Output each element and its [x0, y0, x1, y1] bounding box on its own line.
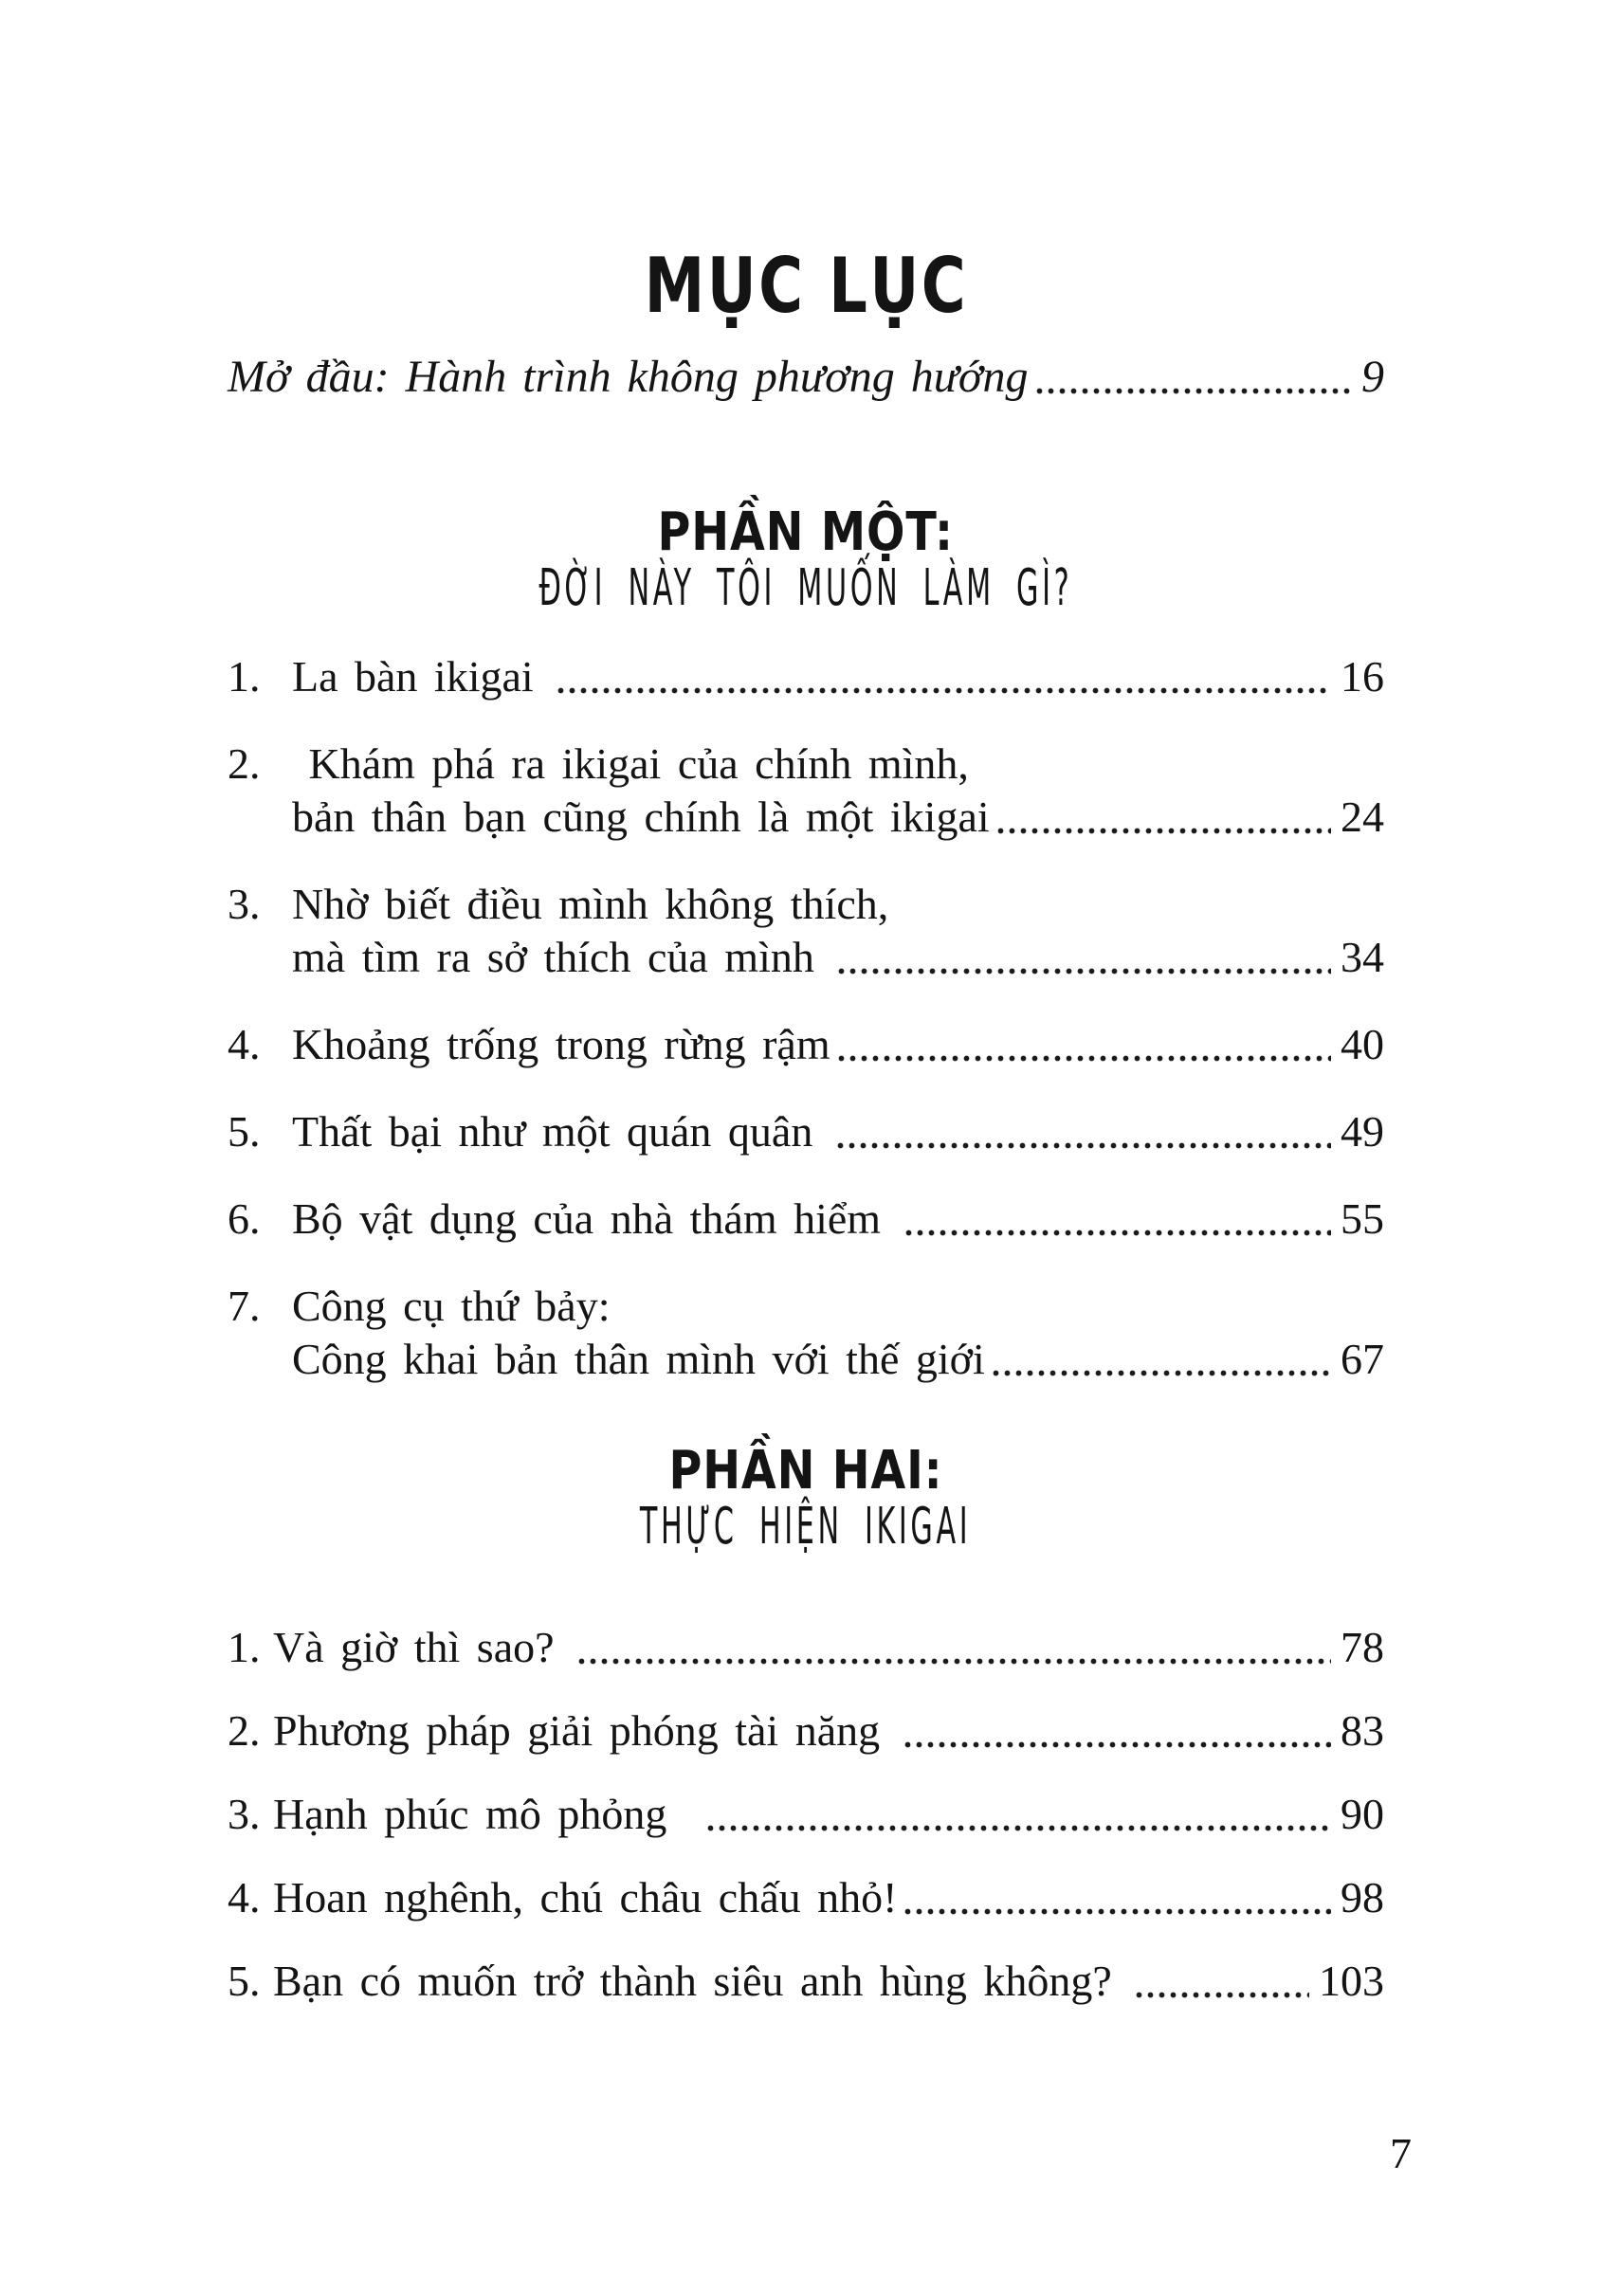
entry-number: 5. [228, 1957, 261, 2005]
entry-number: 7. [228, 1282, 261, 1330]
dot-leader [997, 828, 1331, 834]
toc-entry-line [228, 1280, 1384, 1333]
toc-entry [228, 1871, 1384, 1924]
dot-leader [707, 1825, 1331, 1831]
section-subheading [228, 1496, 1384, 1556]
dot-leader [904, 1908, 1331, 1915]
page-title [228, 242, 1384, 330]
intro-page-number: 9 [1361, 352, 1384, 402]
dot-leader [904, 1741, 1331, 1748]
dot-leader [905, 1229, 1331, 1236]
section-subheading-text: THỰC HIỆN IKIGAI [640, 1496, 972, 1556]
toc-entry-line [228, 1704, 1384, 1758]
toc-entry [228, 1704, 1384, 1758]
toc-entry [228, 1788, 1384, 1841]
entry-number: 4. [228, 1020, 261, 1068]
dot-leader [837, 1142, 1331, 1149]
entry-page-number: 90 [1341, 1790, 1384, 1838]
toc-entry [228, 878, 1384, 984]
entry-title: La bàn ikigai [292, 652, 551, 701]
section-heading-text: PHẦN MỘT: [657, 501, 955, 563]
entry-number: 3. [228, 1790, 261, 1838]
entry-page-number: 40 [1341, 1020, 1384, 1068]
toc-entry-line [228, 878, 1384, 931]
toc-entry-line [228, 1871, 1384, 1924]
entry-page-number: 78 [1341, 1623, 1384, 1671]
entry-number: 6. [228, 1194, 261, 1243]
toc-entry-line [228, 1333, 1384, 1386]
entry-page-number: 34 [1341, 933, 1384, 981]
dot-leader [557, 687, 1331, 694]
toc-entry [228, 1955, 1384, 2008]
toc-section [228, 501, 1384, 1386]
toc-entry-line [228, 1193, 1384, 1246]
entry-title: Hạnh phúc mô phỏng [273, 1790, 701, 1838]
entry-page-number: 67 [1341, 1335, 1384, 1383]
entry-title: bản thân bạn cũng chính là một ikigai [292, 792, 990, 841]
toc-section [228, 1440, 1384, 2008]
toc-entry [228, 1621, 1384, 1674]
toc-entry-line [228, 1955, 1384, 2008]
entry-title: Công cụ thứ bảy: [292, 1282, 611, 1330]
section-entries [228, 1621, 1384, 2008]
dot-leader [578, 1658, 1331, 1665]
toc-entry [228, 1193, 1384, 1246]
toc-entry-line [228, 1105, 1384, 1158]
entry-title: Công khai bản thân mình với thế giới [292, 1335, 985, 1383]
toc-entry-line [228, 1621, 1384, 1674]
entry-page-number: 83 [1341, 1706, 1384, 1755]
dot-leader [1136, 1992, 1309, 1998]
toc-entry-line [228, 931, 1384, 984]
section-heading [228, 1440, 1384, 1502]
entry-number: 2. [228, 739, 261, 788]
dot-leader [993, 1370, 1331, 1376]
entry-page-number: 16 [1341, 652, 1384, 701]
toc-entry-line [228, 791, 1384, 844]
toc-entry-line [228, 1788, 1384, 1841]
page-folio: 7 [1390, 2129, 1412, 2177]
toc-entry [228, 738, 1384, 844]
toc-entry-line [228, 650, 1384, 703]
toc-entry [228, 650, 1384, 703]
entry-title: Hoan nghênh, chú châu chấu nhỏ! [273, 1873, 898, 1922]
entry-page-number: 49 [1341, 1107, 1384, 1156]
section-heading [228, 501, 1384, 563]
section-entries [228, 650, 1384, 1386]
entry-title: Khoảng trống trong rừng rậm [292, 1020, 830, 1068]
toc-entry [228, 1105, 1384, 1158]
entry-page-number: 103 [1319, 1957, 1384, 2005]
entry-title: Bạn có muốn trở thành siêu anh hùng không? [273, 1957, 1129, 2005]
entry-title: mà tìm ra sở thích của mình [292, 933, 831, 981]
entry-number: 1. [228, 652, 261, 701]
toc-entry [228, 1018, 1384, 1071]
entry-number: 5. [228, 1107, 261, 1156]
entry-number: 1. [228, 1623, 261, 1671]
entry-title: Phương pháp giải phóng tài năng [273, 1706, 897, 1755]
entry-number: 2. [228, 1706, 261, 1755]
section-heading-text: PHẦN HAI: [668, 1440, 943, 1502]
section-subheading [228, 557, 1384, 617]
entry-page-number: 24 [1341, 792, 1384, 841]
toc-entry [228, 1280, 1384, 1386]
page-title-text: MỤC LỤC [644, 242, 968, 330]
toc-entry-line [228, 1018, 1384, 1071]
dot-leader [1036, 388, 1353, 394]
entry-number: 4. [228, 1873, 261, 1922]
entry-title: Bộ vật dụng của nhà thám hiểm [292, 1194, 898, 1243]
entry-title: Khám phá ra ikigai của chính mình, [292, 739, 969, 788]
section-subheading-text: ĐỜI NÀY TÔI MUỐN LÀM GÌ? [538, 557, 1073, 617]
entry-page-number: 98 [1341, 1873, 1384, 1922]
entry-number: 3. [228, 880, 261, 928]
entry-page-number: 55 [1341, 1194, 1384, 1243]
entry-title: Thất bại như một quán quân [292, 1107, 830, 1156]
intro-entry [228, 351, 1384, 404]
entry-title: Nhờ biết điều mình không thích, [292, 880, 889, 928]
intro-label: Mở đầu: Hành trình không phương hướng [228, 352, 1029, 402]
dot-leader [838, 1055, 1331, 1062]
toc-sections [228, 501, 1384, 2008]
dot-leader [838, 968, 1331, 974]
entry-title: Và giờ thì sao? [273, 1623, 572, 1671]
toc-entry-line [228, 738, 1384, 791]
